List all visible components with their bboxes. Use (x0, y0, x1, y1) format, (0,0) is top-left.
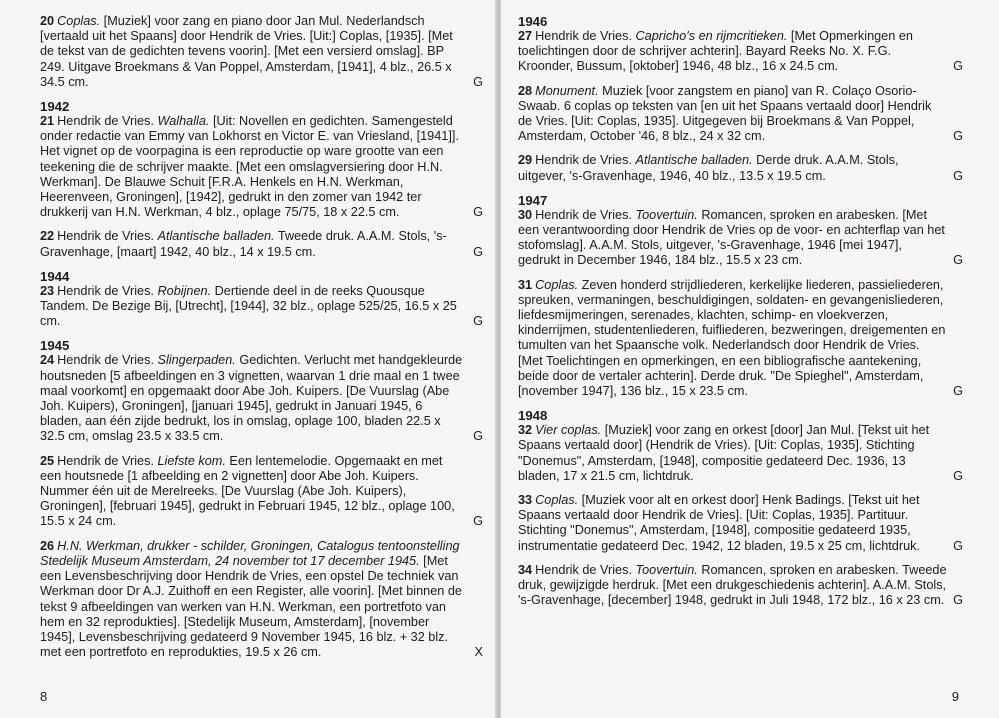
bibliography-entry (518, 153, 963, 183)
entry-author: Hendrik de Vries. (57, 114, 158, 129)
entry-title: Atlantische balladen. (635, 153, 753, 168)
page-number-left: 8 (40, 689, 48, 704)
bibliography-entry (40, 353, 483, 444)
holding-mark: G (953, 538, 963, 553)
year-heading: 1946 (518, 14, 548, 29)
entry-text: Tweede druk. A.A.M. Stols, 's-Gravenhage, [maart] 1942, 40 blz., 14 x 19.5 cm. (40, 229, 447, 259)
entry-text: [Muziek] voor zang en piano door Jan Mul. Nederlandsch [vertaald uit het Spaans] door Hendrik de Vries. [Uit:] Coplas, [1935]. [Met de tekst van de gedichten tevens voorin]. [Met een versierd omslag]. BP 249. Uitgave Broekmans & Van Poppel, Amsterdam, [1941], 4 blz., 26.5 x 34.5 cm. (40, 14, 453, 89)
holding-mark: G (953, 593, 963, 608)
holding-mark: G (953, 253, 963, 268)
entry-number: 33 (518, 493, 533, 508)
entry-author: Hendrik de Vries. (535, 562, 636, 577)
holding-mark: G (473, 74, 483, 89)
holding-mark: G (473, 314, 483, 329)
bibliography-entry (40, 14, 483, 90)
entry-title: Monument. (535, 83, 599, 98)
entry-text: Gedichten. Verlucht met handgekleurde houtsneden [5 afbeeldingen en 3 vignetten, waarvan 1 drie maal en 1 twee maal voorkomt] en opgemaakt door Abe Joh. Kuipers. [De Vuurslag (Abe Joh. Kuipers), Groningen], [januari 1945], gedrukt in Januari 1945, 6 bladen, aan één zijde bedrukt, los in omslag, oplage 100, bladen 22.5 x 32.5 cm, omslag 23.5 x 33.5 cm. (40, 353, 463, 444)
left-entries (40, 14, 483, 660)
holding-mark: G (953, 129, 963, 144)
entry-title: H.N. Werkman, drukker - schilder, Groningen, Catalogus tentoonstelling Stedelijk Museum Amsterdam, 24 november tot 17 december 1945. (40, 538, 460, 568)
entry-title: Coplas. (57, 14, 101, 28)
holding-mark: G (953, 168, 963, 183)
entry-text: [Muziek voor alt en orkest door] Henk Badings. [Tekst uit het Spaans vertaald door Hendrik de Vries]. [Uit: Coplas, 1935]. Partituur. Stichting "Donemus", Amsterdam, [1948], compositie gedateerd 1935, instrumentatie gedateerd Dec. 1942, 12 bladen, 19.5 x 25 cm, lichtdruk. (518, 493, 921, 553)
bibliography-entry (518, 563, 963, 609)
page-number-right: 9 (951, 689, 959, 704)
bibliography-entry (518, 84, 963, 145)
entry-title: Atlantische balladen. (157, 229, 275, 244)
right-entries (518, 14, 963, 609)
bibliography-entry (518, 278, 963, 400)
entry-title: Coplas. (535, 277, 579, 292)
entry-number: 28 (518, 83, 533, 98)
entry-number: 30 (518, 207, 533, 222)
entry-title: Liefste kom. (157, 453, 226, 468)
entry-number: 29 (518, 153, 533, 168)
bibliography-entry (40, 454, 483, 530)
year-heading: 1942 (40, 99, 70, 115)
entry-text: [Met een Levensbeschrijving door Hendrik de Vries, een opstel De techniek van Werkman door Dr A.J. Zuithoff en een Register, alle voorin]. [Met binnen de tekst 9 afbeeldingen van werken van H.N. Werkman, een portretfoto van hem en 32 reprodukties]. [Stedelijk Museum, Amsterdam], [november 1945], Levensbeschrijving gedateerd 9 November 1945, 16 blz. + 32 blz. met een portretfoto en reprodukties, 19.5 x 26 cm. (40, 553, 462, 660)
holding-mark: G (473, 244, 483, 259)
bibliography-entry (518, 423, 963, 484)
bibliography-entry (40, 114, 483, 220)
entry-title: Capricho's en rijmcritieken. (635, 29, 788, 43)
holding-mark: G (473, 514, 483, 529)
bibliography-entry (40, 284, 483, 330)
entry-number: 25 (40, 453, 55, 468)
entry-title: Coplas. (535, 493, 579, 508)
entry-number: 34 (518, 562, 533, 577)
year-heading: 1948 (518, 408, 548, 424)
entry-number: 21 (40, 114, 55, 129)
entry-text: Derde druk. A.A.M. Stols, uitgever, 's-Gravenhage, 1946, 40 blz., 13.5 x 19.5 cm. (518, 153, 899, 183)
holding-mark: G (953, 468, 963, 483)
holding-mark: G (953, 384, 963, 399)
entry-text: [Uit: Novellen en gedichten. Samengesteld onder redactie van Emmy van Lokhorst en Victor E. van Vriesland, [1941]]. Het vignet op de voorpagina is een reproductie op ware grootte van een teekening die de schrijver maakte. [Met een omslagversiering door H.N. Werkman]. De Blauwe Schuit [F.R.A. Henkels en H.N. Werkman, Heerenveen, Groningen], [1942], gedrukt in den zomer van 1942 ter drukkerij van H.N. Werkman, 4 blz., oplage 75/75, 18 x 22.5 cm. (40, 114, 459, 220)
entry-number: 24 (40, 353, 55, 368)
entry-number: 27 (518, 29, 533, 43)
entry-number: 26 (40, 538, 55, 553)
entry-title: Toovertuin. (635, 562, 698, 577)
year-heading: 1945 (40, 338, 70, 354)
bibliography-entry (518, 208, 963, 269)
holding-mark: G (953, 59, 963, 74)
entry-title: Toovertuin. (635, 207, 698, 222)
holding-mark: G (473, 205, 483, 220)
entry-text: Een lentemelodie. Opgemaakt en met een houtsnede [1 afbeelding en 2 vignetten] door Abe Joh. Kuipers. Nummer één uit de Merelreeks. [De Vuurslag (Abe Joh. Kuipers), Groningen], [februari 1945], gedrukt in Februari 1945, 12 blz., oplage 100, 15.5 x 24 cm. (40, 453, 455, 529)
entry-text: Zeven honderd strijdliederen, kerkelijke liederen, passieliederen, spreuken, vermaningen, beschuldigingen, soldaten- en gevangenisliederen, liefdesmijmeringen, serenades, klachten, schimp- en vloekverzen, kinderrijmen, studentenliederen, fuifliederen, bezweringen, dreigementen en tumulten van het Spaansche volk. Nederlandsch door Hendrik de Vries. [Met Toelichtingen en opmerkingen, en een bibliografische aantekening, beide door de vertaler achterin]. Derde druk. "De Spieghel", Amsterdam, [november 1947], 136 blz., 15 x 23.5 cm. (518, 277, 946, 399)
entry-text: Romancen, sproken en arabesken. [Met een verantwoording door Hendrik de Vries op de voor- en achterflap van het stofomslag]. A.A.M. Stols, uitgever, 's-Gravenhage, 1946 [mei 1947], gedrukt in December 1946, 184 blz., 15.5 x 23 cm. (518, 207, 945, 268)
entry-author: Hendrik de Vries. (535, 153, 636, 168)
bibliography-entry (518, 493, 963, 554)
entry-number: 20 (40, 14, 55, 28)
entry-title: Walhalla. (157, 114, 210, 129)
entry-number: 23 (40, 283, 55, 298)
entry-title: Slingerpaden. (157, 353, 236, 368)
entry-number: 31 (518, 277, 533, 292)
entry-number: 22 (40, 229, 55, 244)
right-page (501, 0, 999, 718)
entry-text: [Muziek] voor zang en orkest [door] Jan Mul. [Tekst uit het Spaans vertaald door] (Hendrik de Vries). [Uit: Coplas, 1935]. Stichting "Donemus", Amsterdam, [1948], compositie gedateerd Dec. 1936, 13 bladen, 17 x 21.5 cm, lichtdruk. (518, 423, 930, 483)
entry-title: Vier coplas. (535, 423, 602, 438)
entry-author: Hendrik de Vries. (57, 229, 158, 244)
left-page (0, 0, 497, 718)
entry-text: Dertiende deel in de reeks Quousque Tandem. De Bezige Bij, [Utrecht], [1944], 32 blz., oplage 525/25, 16.5 x 25 cm. (40, 283, 457, 329)
entry-author: Hendrik de Vries. (535, 29, 636, 43)
entry-text: Romancen, sproken en arabesken. Tweede druk, gewijzigde herdruk. [Met een drukgeschiedenis achterin]. A.A.M. Stols, 's-Gravenhage, [december] 1948, gedrukt in Juli 1948, 172 blz., 16 x 23 cm. (518, 562, 947, 608)
bibliography-entry (40, 539, 483, 661)
entry-author: Hendrik de Vries. (57, 353, 158, 368)
entry-text: [Met Opmerkingen en toelichtingen door de schrijver achterin]. Bayard Reeks No. X. F.G. Kroonder, Bussum, [oktober] 1946, 48 blz., 16 x 24.5 cm. (518, 29, 913, 74)
entry-text: Muziek [voor zangstem en piano] van R. Colaço Osorio-Swaab. 6 coplas op teksten van [en uit het Spaans vertaald door] Hendrik de Vries. [Uit: Coplas, 1935]. Uitgegeven bij Broekmans & Van Poppel, Amsterdam, October '46, 8 blz., 24 x 32 cm. (518, 83, 932, 144)
entry-author: Hendrik de Vries. (57, 453, 158, 468)
holding-mark: G (473, 429, 483, 444)
entry-author: Hendrik de Vries. (57, 283, 158, 298)
entry-author: Hendrik de Vries. (535, 207, 636, 222)
year-heading: 1944 (40, 268, 70, 284)
bibliography-entry (518, 29, 963, 75)
entry-number: 32 (518, 423, 533, 438)
bibliography-entry (40, 229, 483, 259)
year-heading: 1947 (518, 192, 548, 208)
holding-mark: X (474, 645, 483, 660)
entry-title: Robijnen. (157, 283, 212, 298)
